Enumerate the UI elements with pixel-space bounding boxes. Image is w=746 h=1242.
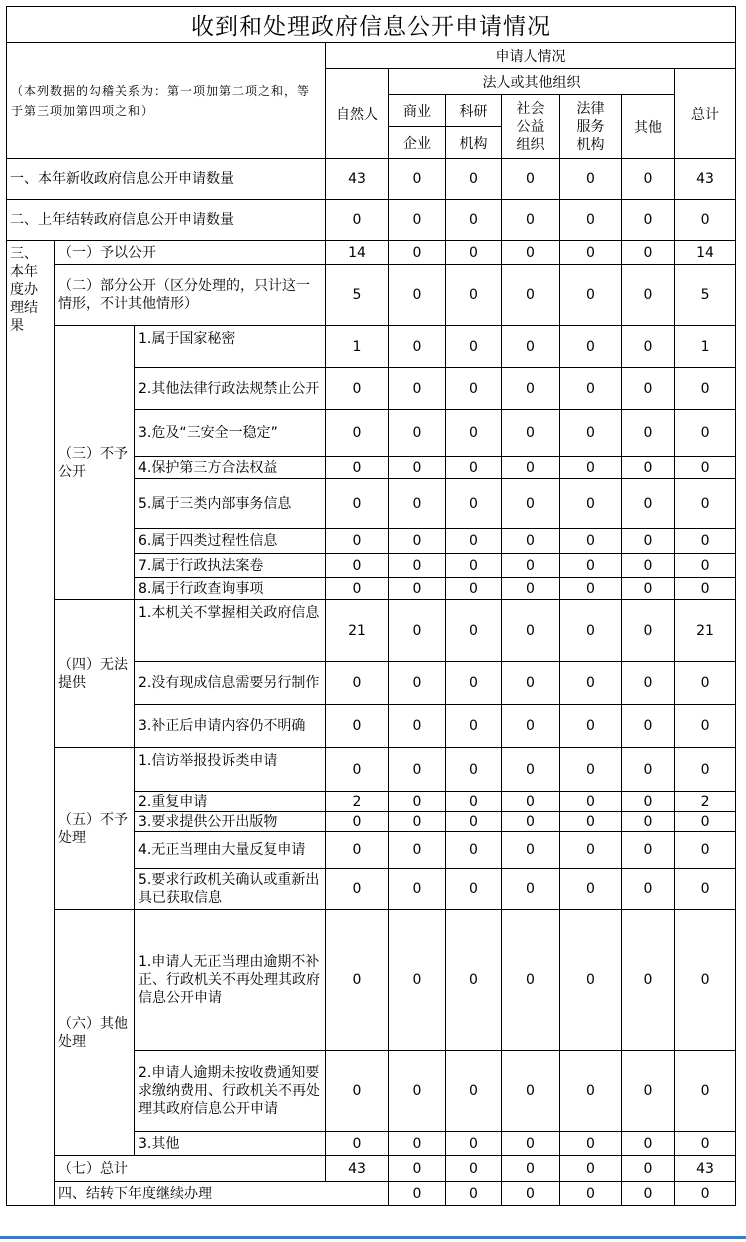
row-label: （二）部分公开（区分处理的，只计这一情形，不计其他情形） bbox=[55, 265, 326, 326]
value-cell: 0 bbox=[502, 705, 560, 748]
value-cell: 0 bbox=[622, 241, 675, 265]
value-cell: 0 bbox=[326, 869, 389, 910]
legal-service-header: 法律 服务 机构 bbox=[560, 95, 622, 159]
value-cell: 0 bbox=[560, 554, 622, 578]
value-cell: 0 bbox=[389, 812, 446, 832]
value-cell: 0 bbox=[502, 910, 560, 1051]
row-label: 4.无正当理由大量反复申请 bbox=[135, 832, 326, 869]
value-cell: 0 bbox=[560, 705, 622, 748]
value-cell: 2 bbox=[675, 792, 736, 812]
social-org-header: 社会 公益 组织 bbox=[502, 95, 560, 159]
row-label: （一）予以公开 bbox=[55, 241, 326, 265]
section-3-label: 三、本年度办理结果 bbox=[7, 241, 55, 1206]
value-cell: 0 bbox=[502, 410, 560, 457]
row-label: 3.要求提供公开出版物 bbox=[135, 812, 326, 832]
value-cell: 0 bbox=[389, 662, 446, 705]
value-cell: 0 bbox=[560, 662, 622, 705]
value-cell: 0 bbox=[675, 869, 736, 910]
value-cell: 0 bbox=[326, 529, 389, 554]
value-cell: 0 bbox=[389, 1051, 446, 1132]
value-cell: 0 bbox=[502, 241, 560, 265]
table-row bbox=[7, 326, 736, 368]
value-cell: 0 bbox=[446, 265, 502, 326]
value-cell: 0 bbox=[502, 869, 560, 910]
row-label: 5.要求行政机关确认或重新出具已获取信息 bbox=[135, 869, 326, 910]
value-cell: 0 bbox=[446, 479, 502, 529]
row-label: 3.其他 bbox=[135, 1132, 326, 1156]
value-cell: 0 bbox=[446, 1132, 502, 1156]
report-container bbox=[6, 6, 736, 1206]
value-cell: 0 bbox=[502, 265, 560, 326]
value-cell: 43 bbox=[326, 1156, 389, 1182]
value-cell: 0 bbox=[560, 792, 622, 812]
value-cell: 0 bbox=[389, 1182, 446, 1206]
value-cell: 0 bbox=[446, 705, 502, 748]
table-row bbox=[7, 159, 736, 200]
value-cell: 0 bbox=[389, 457, 446, 479]
row-label: 1.申请人无正当理由逾期不补正、行政机关不再处理其政府信息公开申请 bbox=[135, 910, 326, 1051]
row-label: 6.属于四类过程性信息 bbox=[135, 529, 326, 554]
value-cell: 0 bbox=[389, 265, 446, 326]
value-cell: 0 bbox=[502, 457, 560, 479]
value-cell: 0 bbox=[675, 1132, 736, 1156]
row-label: 一、本年新收政府信息公开申请数量 bbox=[7, 159, 326, 200]
value-cell: 0 bbox=[389, 529, 446, 554]
row-label: 3.危及“三安全一稳定” bbox=[135, 410, 326, 457]
value-cell: 0 bbox=[675, 662, 736, 705]
value-cell: 0 bbox=[560, 832, 622, 869]
row-label: 8.属于行政查询事项 bbox=[135, 578, 326, 600]
value-cell: 21 bbox=[675, 600, 736, 662]
legal-person-header: 法人或其他组织 bbox=[389, 69, 675, 95]
value-cell: 0 bbox=[326, 748, 389, 792]
value-cell: 0 bbox=[326, 410, 389, 457]
value-cell: 0 bbox=[622, 600, 675, 662]
value-cell: 0 bbox=[446, 748, 502, 792]
value-cell: 0 bbox=[446, 457, 502, 479]
value-cell: 2 bbox=[326, 792, 389, 812]
value-cell: 0 bbox=[560, 748, 622, 792]
row-label: 5.属于三类内部事务信息 bbox=[135, 479, 326, 529]
value-cell: 0 bbox=[326, 705, 389, 748]
value-cell: 0 bbox=[389, 748, 446, 792]
value-cell: 0 bbox=[326, 1051, 389, 1132]
value-cell: 0 bbox=[560, 200, 622, 241]
value-cell: 0 bbox=[502, 1182, 560, 1206]
value-cell: 0 bbox=[622, 554, 675, 578]
value-cell: 0 bbox=[560, 910, 622, 1051]
value-cell: 0 bbox=[560, 457, 622, 479]
value-cell: 21 bbox=[326, 600, 389, 662]
value-cell: 0 bbox=[560, 1182, 622, 1206]
row-label: 1.属于国家秘密 bbox=[135, 326, 326, 368]
value-cell: 0 bbox=[502, 554, 560, 578]
value-cell: 0 bbox=[502, 479, 560, 529]
value-cell: 5 bbox=[326, 265, 389, 326]
value-cell: 0 bbox=[560, 600, 622, 662]
value-cell: 0 bbox=[389, 159, 446, 200]
value-cell: 0 bbox=[502, 578, 560, 600]
value-cell: 0 bbox=[560, 869, 622, 910]
table-row bbox=[7, 1156, 736, 1182]
value-cell: 0 bbox=[446, 241, 502, 265]
research-header-line1: 科研 bbox=[446, 95, 502, 127]
value-cell: 0 bbox=[622, 326, 675, 368]
value-cell: 0 bbox=[446, 832, 502, 869]
value-cell: 0 bbox=[326, 812, 389, 832]
value-cell: 0 bbox=[675, 578, 736, 600]
value-cell: 0 bbox=[389, 792, 446, 812]
value-cell: 0 bbox=[389, 1132, 446, 1156]
value-cell: 43 bbox=[675, 1156, 736, 1182]
value-cell: 0 bbox=[326, 662, 389, 705]
row-label: 3.补正后申请内容仍不明确 bbox=[135, 705, 326, 748]
value-cell: 0 bbox=[446, 869, 502, 910]
value-cell: 0 bbox=[675, 910, 736, 1051]
value-cell: 14 bbox=[326, 241, 389, 265]
formula-note: （本列数据的勾稽关系为：第一项加第二项之和，等于第三项加第四项之和） bbox=[7, 43, 326, 159]
value-cell: 43 bbox=[675, 159, 736, 200]
value-cell: 0 bbox=[502, 1156, 560, 1182]
value-cell: 0 bbox=[622, 457, 675, 479]
value-cell: 0 bbox=[560, 159, 622, 200]
value-cell: 0 bbox=[675, 554, 736, 578]
table-title: 收到和处理政府信息公开申请情况 bbox=[7, 7, 736, 43]
value-cell: 0 bbox=[675, 1051, 736, 1132]
value-cell: 0 bbox=[446, 410, 502, 457]
value-cell: 0 bbox=[622, 1156, 675, 1182]
row-label: 1.信访举报投诉类申请 bbox=[135, 748, 326, 792]
value-cell: 0 bbox=[389, 869, 446, 910]
value-cell: 0 bbox=[446, 600, 502, 662]
row-label: 2.重复申请 bbox=[135, 792, 326, 812]
value-cell: 0 bbox=[446, 200, 502, 241]
page-bottom-rule bbox=[0, 1236, 746, 1239]
value-cell: 0 bbox=[326, 910, 389, 1051]
table-row bbox=[7, 748, 736, 792]
value-cell: 0 bbox=[560, 1156, 622, 1182]
value-cell: 0 bbox=[446, 662, 502, 705]
row-label: 7.属于行政执法案卷 bbox=[135, 554, 326, 578]
value-cell: 0 bbox=[446, 1182, 502, 1206]
value-cell: 0 bbox=[622, 410, 675, 457]
value-cell: 0 bbox=[560, 368, 622, 410]
value-cell: 0 bbox=[446, 326, 502, 368]
value-cell: 0 bbox=[622, 265, 675, 326]
value-cell: 0 bbox=[675, 705, 736, 748]
row-label: 2.其他法律行政法规禁止公开 bbox=[135, 368, 326, 410]
value-cell: 0 bbox=[446, 159, 502, 200]
value-cell: 0 bbox=[502, 326, 560, 368]
table-row bbox=[7, 1182, 736, 1206]
row-label: 2.没有现成信息需要另行制作 bbox=[135, 662, 326, 705]
value-cell: 0 bbox=[622, 1132, 675, 1156]
business-header-line1: 商业 bbox=[389, 95, 446, 127]
value-cell: 0 bbox=[622, 479, 675, 529]
value-cell: 0 bbox=[560, 1051, 622, 1132]
value-cell: 0 bbox=[622, 200, 675, 241]
row-label: 1.本机关不掌握相关政府信息 bbox=[135, 600, 326, 662]
value-cell: 0 bbox=[389, 600, 446, 662]
value-cell: 0 bbox=[389, 554, 446, 578]
table-row bbox=[7, 241, 736, 265]
value-cell: 0 bbox=[560, 265, 622, 326]
value-cell: 0 bbox=[502, 159, 560, 200]
value-cell: 0 bbox=[622, 1182, 675, 1206]
row-label: （七）总计 bbox=[55, 1156, 326, 1182]
value-cell: 0 bbox=[326, 457, 389, 479]
value-cell: 0 bbox=[389, 368, 446, 410]
value-cell: 0 bbox=[446, 1156, 502, 1182]
applicant-header: 申请人情况 bbox=[326, 43, 736, 69]
value-cell: 0 bbox=[675, 529, 736, 554]
value-cell: 0 bbox=[326, 479, 389, 529]
disclosure-table bbox=[6, 6, 736, 1206]
value-cell: 0 bbox=[389, 479, 446, 529]
value-cell: 0 bbox=[560, 812, 622, 832]
value-cell: 0 bbox=[560, 529, 622, 554]
table-row bbox=[7, 200, 736, 241]
value-cell: 0 bbox=[446, 368, 502, 410]
value-cell: 0 bbox=[389, 578, 446, 600]
value-cell: 0 bbox=[622, 869, 675, 910]
business-header-line2: 企业 bbox=[389, 127, 446, 159]
value-cell: 0 bbox=[675, 368, 736, 410]
value-cell: 0 bbox=[326, 832, 389, 869]
value-cell: 0 bbox=[675, 200, 736, 241]
value-cell: 0 bbox=[446, 792, 502, 812]
value-cell: 5 bbox=[675, 265, 736, 326]
value-cell: 0 bbox=[560, 578, 622, 600]
value-cell: 0 bbox=[389, 241, 446, 265]
value-cell: 0 bbox=[502, 600, 560, 662]
value-cell: 0 bbox=[622, 368, 675, 410]
value-cell: 0 bbox=[446, 812, 502, 832]
table-row bbox=[7, 600, 736, 662]
value-cell: 0 bbox=[502, 792, 560, 812]
value-cell: 0 bbox=[446, 578, 502, 600]
value-cell: 0 bbox=[326, 554, 389, 578]
value-cell: 0 bbox=[326, 1132, 389, 1156]
value-cell: 0 bbox=[389, 1156, 446, 1182]
value-cell: 0 bbox=[560, 241, 622, 265]
value-cell: 0 bbox=[675, 479, 736, 529]
value-cell: 0 bbox=[560, 479, 622, 529]
value-cell: 0 bbox=[446, 529, 502, 554]
value-cell: 0 bbox=[675, 410, 736, 457]
value-cell: 0 bbox=[502, 529, 560, 554]
value-cell: 0 bbox=[502, 832, 560, 869]
row-label: 二、上年结转政府信息公开申请数量 bbox=[7, 200, 326, 241]
value-cell: 0 bbox=[502, 200, 560, 241]
value-cell: 0 bbox=[675, 832, 736, 869]
value-cell: 0 bbox=[622, 792, 675, 812]
group-withheld-label: （三）不予公开 bbox=[55, 326, 135, 600]
value-cell: 0 bbox=[675, 748, 736, 792]
row-label: 四、结转下年度继续办理 bbox=[55, 1182, 389, 1206]
value-cell: 0 bbox=[389, 832, 446, 869]
value-cell: 0 bbox=[675, 457, 736, 479]
table-row bbox=[7, 265, 736, 326]
value-cell: 0 bbox=[502, 812, 560, 832]
value-cell: 0 bbox=[502, 748, 560, 792]
value-cell: 0 bbox=[560, 326, 622, 368]
row-label: 2.申请人逾期未按收费通知要求缴纳费用、行政机关不再处理其政府信息公开申请 bbox=[135, 1051, 326, 1132]
group-not-processed-label: （五）不予处理 bbox=[55, 748, 135, 910]
value-cell: 0 bbox=[326, 578, 389, 600]
value-cell: 0 bbox=[622, 705, 675, 748]
group-other-label: （六）其他处理 bbox=[55, 910, 135, 1156]
value-cell: 0 bbox=[446, 1051, 502, 1132]
value-cell: 0 bbox=[502, 1051, 560, 1132]
value-cell: 43 bbox=[326, 159, 389, 200]
value-cell: 0 bbox=[326, 368, 389, 410]
table-row bbox=[7, 910, 736, 1051]
group-unavailable-label: （四）无法提供 bbox=[55, 600, 135, 748]
value-cell: 0 bbox=[446, 910, 502, 1051]
value-cell: 0 bbox=[446, 554, 502, 578]
value-cell: 0 bbox=[622, 812, 675, 832]
value-cell: 14 bbox=[675, 241, 736, 265]
value-cell: 0 bbox=[389, 200, 446, 241]
value-cell: 1 bbox=[675, 326, 736, 368]
value-cell: 0 bbox=[675, 1182, 736, 1206]
total-header: 总计 bbox=[675, 69, 736, 159]
natural-person-header: 自然人 bbox=[326, 69, 389, 159]
value-cell: 0 bbox=[622, 748, 675, 792]
research-header-line2: 机构 bbox=[446, 127, 502, 159]
value-cell: 0 bbox=[502, 368, 560, 410]
value-cell: 0 bbox=[622, 159, 675, 200]
value-cell: 0 bbox=[502, 1132, 560, 1156]
value-cell: 0 bbox=[560, 410, 622, 457]
value-cell: 0 bbox=[389, 326, 446, 368]
value-cell: 0 bbox=[389, 910, 446, 1051]
value-cell: 0 bbox=[389, 705, 446, 748]
value-cell: 0 bbox=[326, 200, 389, 241]
row-label: 4.保护第三方合法权益 bbox=[135, 457, 326, 479]
value-cell: 0 bbox=[622, 910, 675, 1051]
value-cell: 0 bbox=[622, 578, 675, 600]
value-cell: 0 bbox=[622, 832, 675, 869]
value-cell: 0 bbox=[389, 410, 446, 457]
value-cell: 0 bbox=[622, 1051, 675, 1132]
value-cell: 0 bbox=[622, 529, 675, 554]
other-header: 其他 bbox=[622, 95, 675, 159]
value-cell: 1 bbox=[326, 326, 389, 368]
value-cell: 0 bbox=[622, 662, 675, 705]
value-cell: 0 bbox=[675, 812, 736, 832]
value-cell: 0 bbox=[560, 1132, 622, 1156]
value-cell: 0 bbox=[502, 662, 560, 705]
